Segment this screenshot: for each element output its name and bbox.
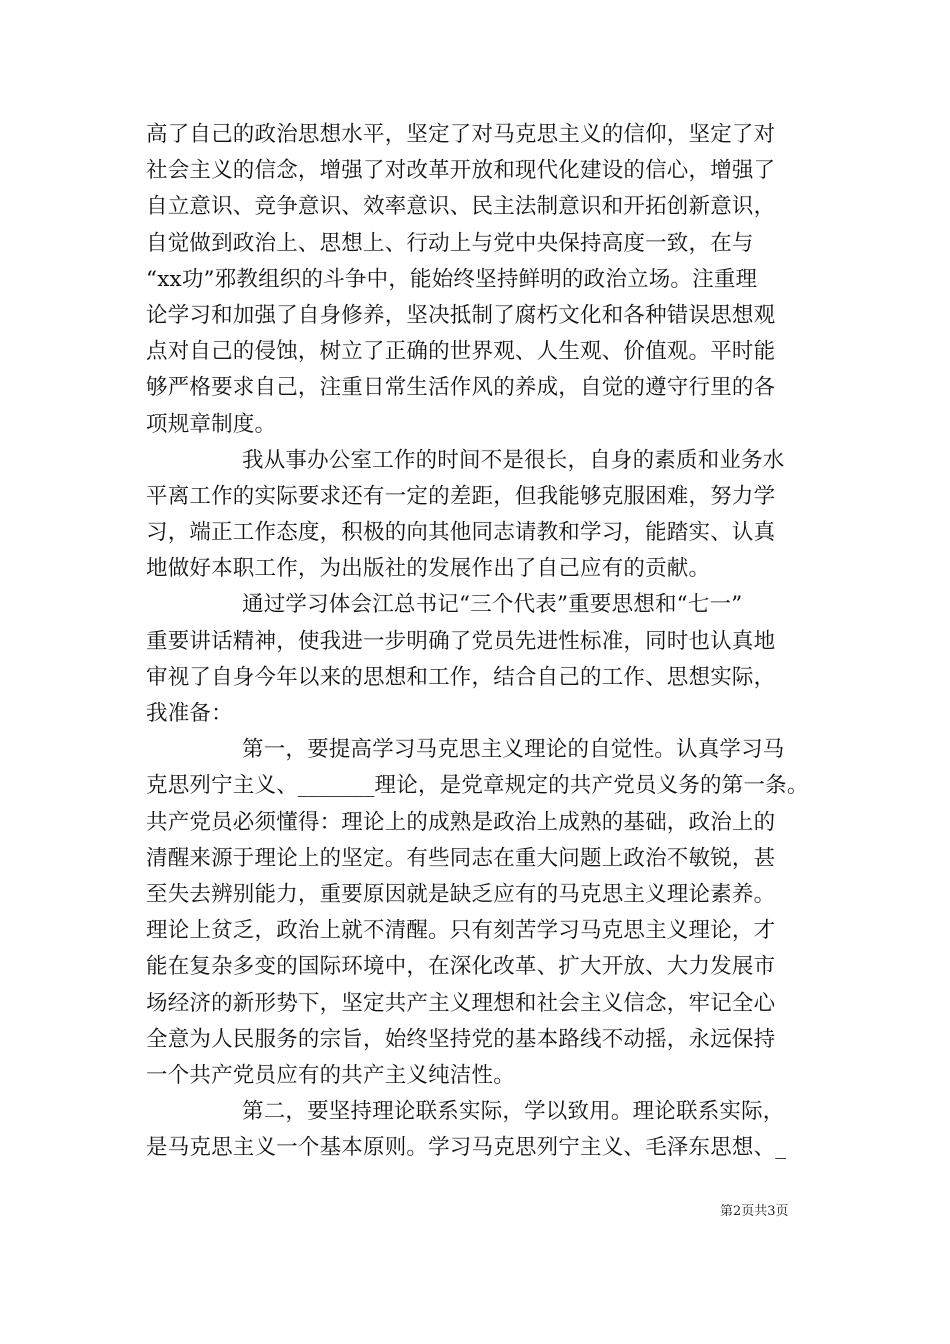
text-line: 自觉做到政治上、思想上、行动上与党中央保持高度一致，在与 (146, 230, 754, 256)
text-line: 我准备： (146, 701, 233, 726)
text-line: 审视了自身今年以来的思想和工作，结合自己的工作、思想实际， (146, 664, 776, 690)
text-line: 平离工作的实际要求还有一定的差距，但我能够克服困难，努力学 (146, 483, 776, 509)
text-line: 地做好本职工作，为出版社的发展作出了自己应有的贡献。 (146, 556, 711, 582)
document-body (146, 117, 826, 1166)
text-line: 项规章制度。 (146, 411, 277, 437)
paragraph-start-line: 我从事办公室工作的时间不是很长，自身的素质和业务水 (242, 447, 785, 473)
text-line: 点对自己的侵蚀，树立了正确的世界观、人生观、价值观。平时能 (146, 339, 776, 365)
paragraph-start-line: 第一，要提高学习马克思主义理论的自觉性。认真学习马 (242, 737, 785, 763)
text-line: 习，端正工作态度，积极的向其他同志请教和学习，能踏实、认真 (146, 520, 776, 546)
text-line: 重要讲话精神，使我进一步明确了党员先进性标准，同时也认真地 (146, 628, 776, 654)
text-line: 场经济的新形势下，坚定共产主义理想和社会主义信念，牢记全心 (146, 990, 776, 1016)
text-line: 一个共产党员应有的共产主义纯洁性。 (146, 1062, 515, 1088)
paragraph-start-line: 第二，要坚持理论联系实际，学以致用。理论联系实际， (242, 1099, 785, 1125)
text-line: “xx功”邪教组织的斗争中，能始终坚持鲜明的政治立场。注重理 (146, 266, 758, 292)
text-line: 清醒来源于理论上的坚定。有些同志在重大问题上政治不敏锐，甚 (146, 845, 776, 871)
text-line: 克思列宁主义、_______理论，是党章规定的共产党员义务的第一条。 (146, 773, 809, 799)
text-line: 共产党员必须懂得：理论上的成熟是政治上成熟的基础，政治上的 (146, 809, 776, 835)
text-line: 能在复杂多变的国际环境中，在深化改革、扩大开放、大力发展市 (146, 954, 776, 980)
text-line: 论学习和加强了自身修养，坚决抵制了腐朽文化和各种错误思想观 (146, 302, 776, 328)
page-number-footer: 第2页共3页 (720, 1204, 789, 1219)
text-line: 社会主义的信念，增强了对改革开放和现代化建设的信心，增强了 (146, 158, 776, 184)
text-line: 理论上贫乏，政治上就不清醒。只有刻苦学习马克思主义理论，才 (146, 918, 776, 944)
text-line: 自立意识、竞争意识、效率意识、民主法制意识和开拓创新意识， (146, 194, 776, 220)
text-line: 高了自己的政治思想水平，坚定了对马克思主义的信仰，坚定了对 (146, 122, 776, 147)
text-line: 是马克思主义一个基本原则。学习马克思列宁主义、毛泽东思想、_ (146, 1135, 787, 1161)
paragraph-start-line: 通过学习体会江总书记“三个代表”重要思想和“七一” (242, 592, 743, 618)
text-line: 够严格要求自己，注重日常生活作风的养成，自觉的遵守行里的各 (146, 375, 776, 401)
text-line: 全意为人民服务的宗旨，始终坚持党的基本路线不动摇，永远保持 (146, 1026, 776, 1052)
text-line: 至失去辨别能力，重要原因就是缺乏应有的马克思主义理论素养。 (146, 881, 776, 907)
